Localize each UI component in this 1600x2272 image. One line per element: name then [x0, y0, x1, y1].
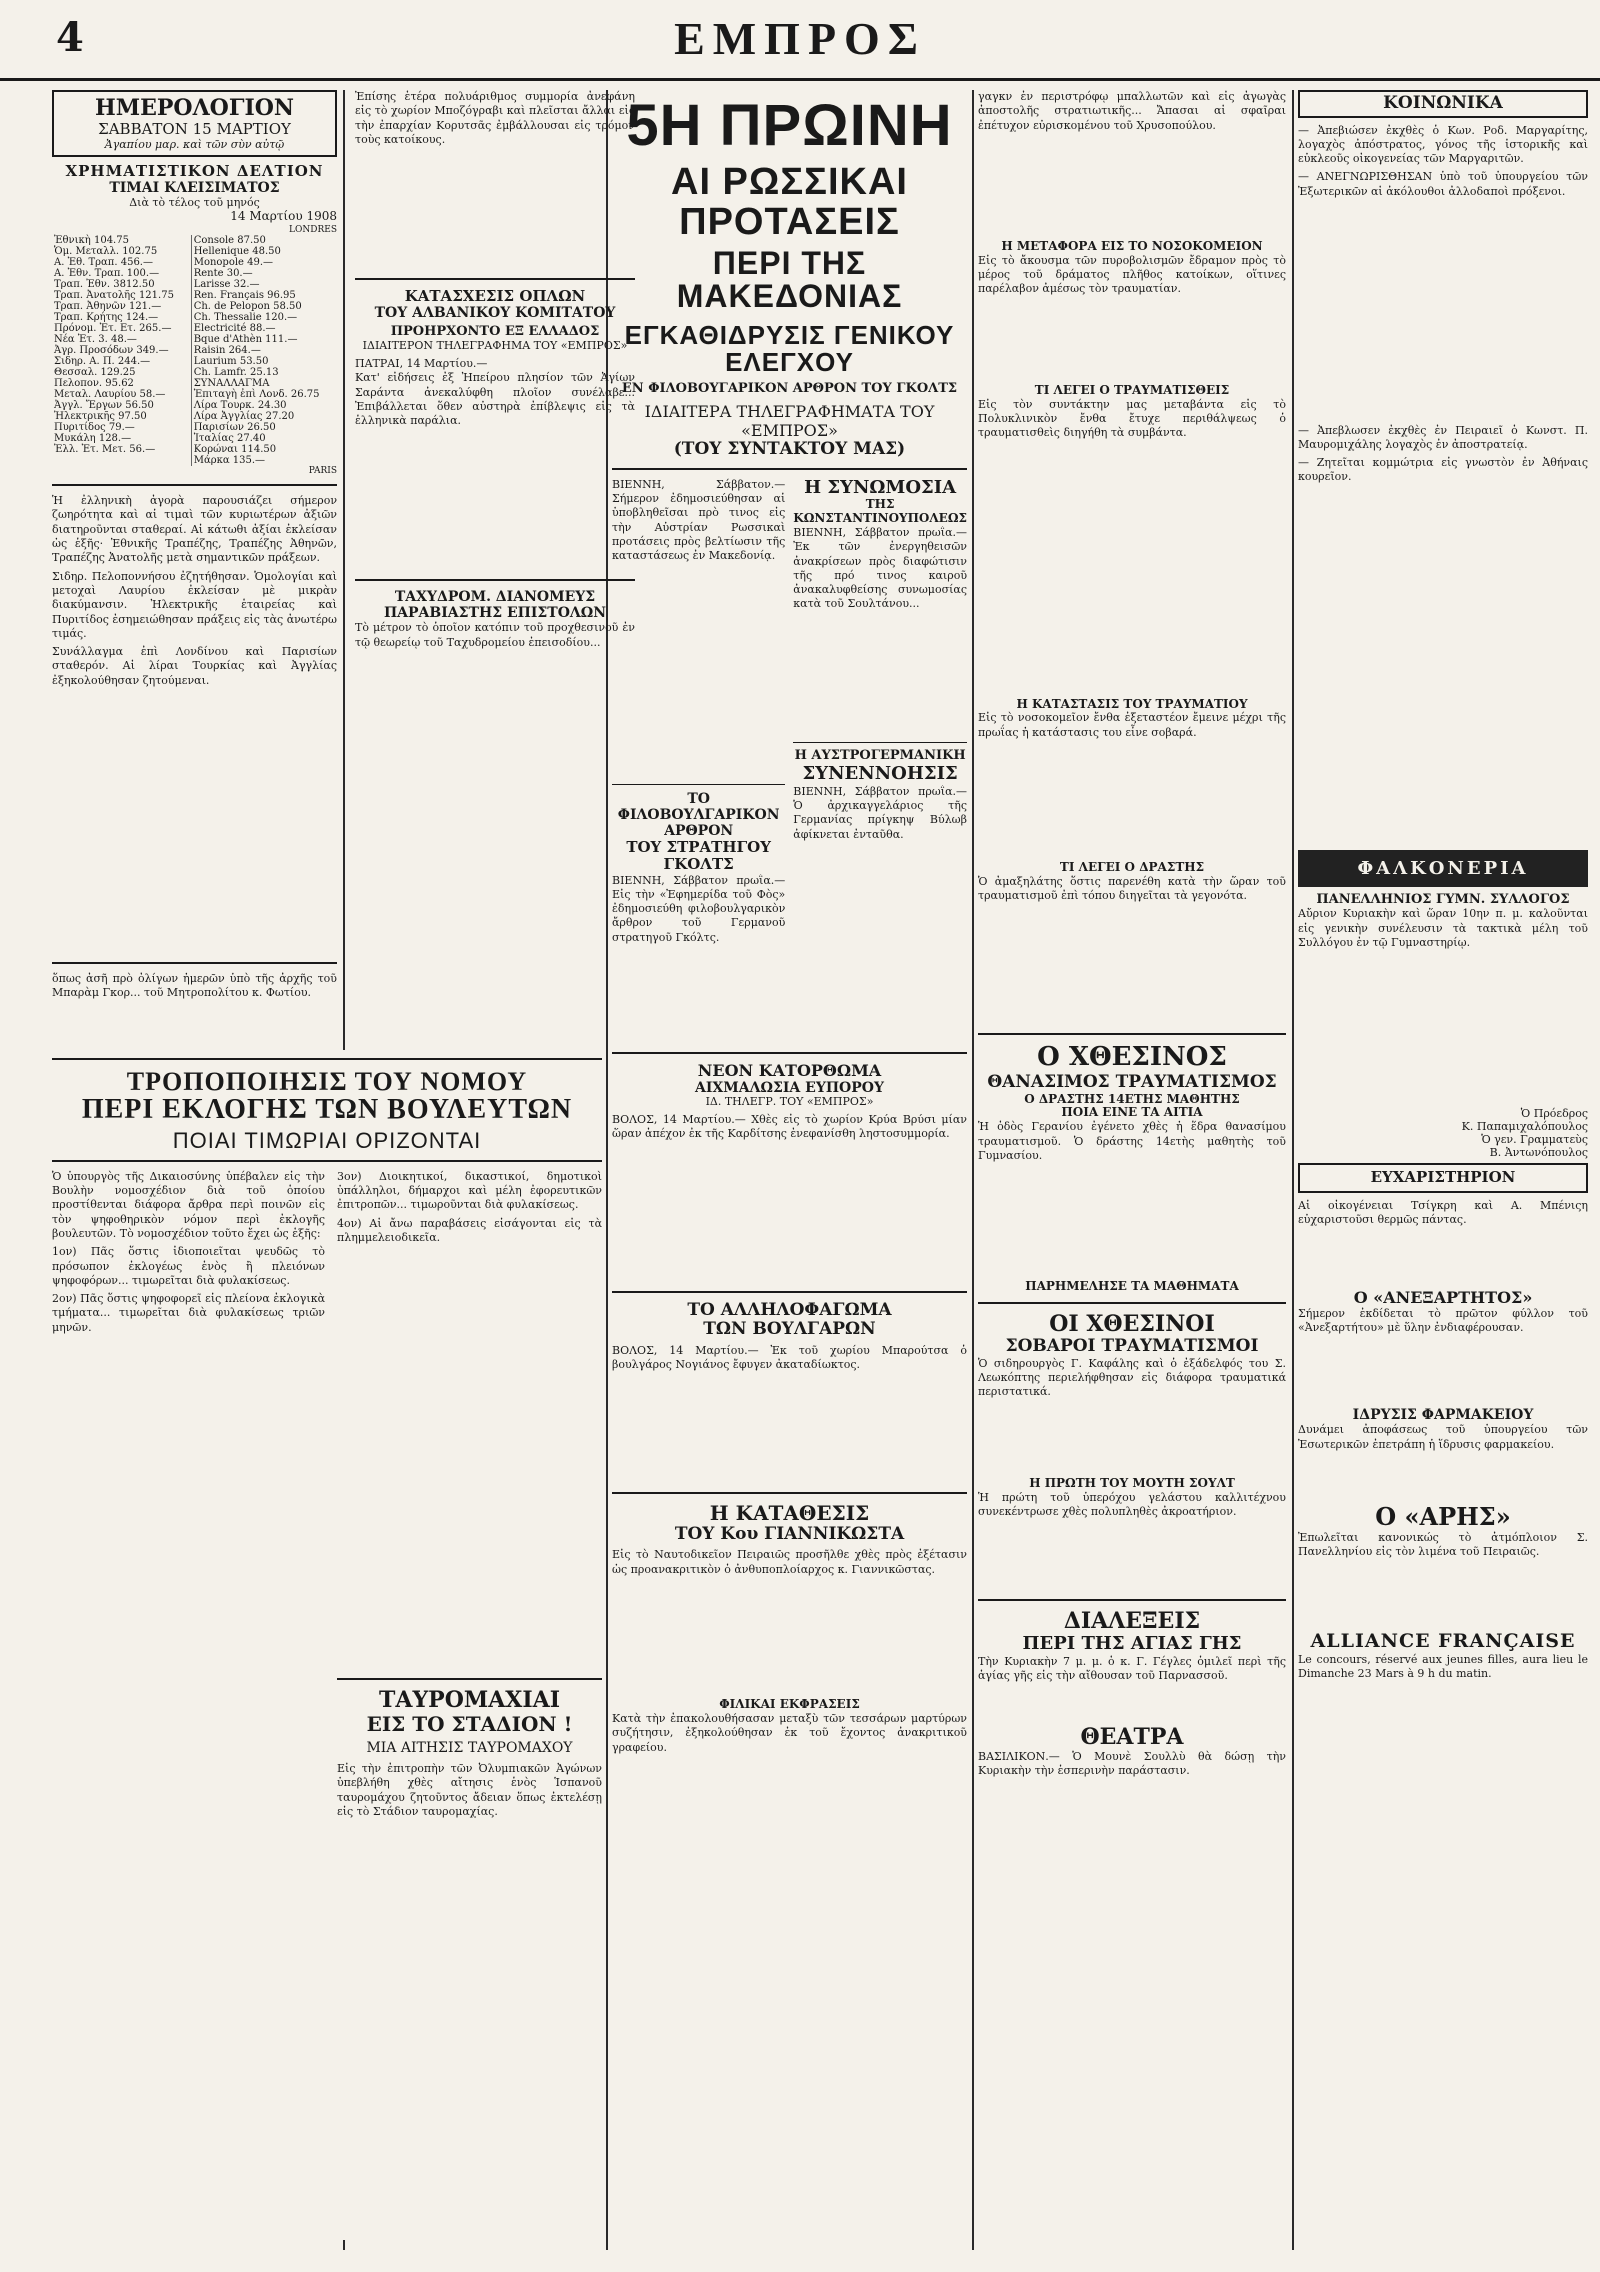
- arms-label: ΙΔΙΑΙΤΕΡΟΝ ΤΗΛΕΓΡΑΦΗΜΑ ΤΟΥ «ΕΜΠΡΟΣ»: [362, 339, 628, 353]
- exchange-subtitle: ΤΙΜΑΙ ΚΛΕΙΣΙΜΑΤΟΣ: [109, 180, 280, 197]
- social-first: — Ἀπεβιώσεν ἐκχθὲς ὁ Κων. Ροδ. Μαργαρίτης, λογαχὸς ἀπόστρατος, γόνος τῆς ἱστορικῆς καὶ εὐκλεοῦς οἰκογενείας τῶν Μαργαριτῶν.: [1298, 123, 1588, 166]
- rate-row: [52, 257, 337, 268]
- rate-row: [52, 334, 337, 345]
- friendly-body: Κατὰ τὴν ἐπακολουθήσασαν μεταξὺ τῶν τεσσάρων μαρτύρων συζήτησιν, ἐξηκολούθησαν ἐκ τοῦ ἔχοντος ἀνακριτικοῦ γραφείου.: [612, 1712, 967, 1754]
- rate-cell: Λίρα Τουρκ. 24.30: [193, 400, 287, 412]
- rate-row: [52, 389, 337, 400]
- austro-title1: Η ΑΥΣΤΡΟΓΕΡΜΑΝΙΚΗ: [794, 748, 966, 763]
- col4-intro: γαγκν ἐν περιστρόφῳ μπαλλωτῶν καὶ εἰς ἀγωγὰς ἀποστολῆς στρατιωτικῆς... Ἄπασαι αἱ σφαῖραι ἐπέτυχον εὐρισκομένου τοῦ Χρυσοπούλου.: [978, 90, 1286, 132]
- rate-row: [52, 411, 337, 422]
- rate-cell: Ἰταλίας 27.40: [193, 433, 266, 445]
- rate-cell: Ἐλλ. Ἐτ. Μετ. 56.—: [52, 444, 191, 455]
- rate-row: [52, 422, 337, 433]
- rate-cell: Hellenique 48.50: [193, 246, 281, 258]
- rate-cell: Α. Ἐθ. Τραπ. 456.—: [52, 257, 191, 268]
- rate-cell: Ch. Thessalie 120.—: [193, 312, 298, 324]
- rate-cell: Θεσσαλ. 129.25: [52, 367, 191, 378]
- rate-cell: Μυκάλη 128.—: [52, 433, 191, 444]
- conspiracy-title2: ΤΗΣ ΚΩΝΣΤΑΝΤΙΝΟΥΠΟΛΕΩΣ: [793, 497, 967, 526]
- death-title: Ο ΧΘΕΣΙΝΟΣ: [1037, 1042, 1227, 1073]
- law-title2: ΠΕΡΙ ΕΚΛΟΓΗΣ ΤΩΝ ΒΟΥΛΕΥΤΩΝ: [81, 1094, 573, 1126]
- deposition-title1: Η ΚΑΤΑΘΕΣΙΣ: [709, 1500, 870, 1525]
- rate-row: [52, 301, 337, 312]
- rate-cell: ΣΥΝΑΛΛΑΓΜΑ: [193, 378, 270, 390]
- main-headline3: ΕΓΚΑΘΙΔΡΥΣΙΣ ΓΕΝΙΚΟΥ ΕΛΕΓΧΟΥ: [624, 319, 955, 378]
- death-sub3: ΠΟΙΑ ΕΙΝΕ ΤΑ ΑΙΤΙΑ: [1061, 1105, 1203, 1120]
- arms-sub: ΠΡΟΗΡΧΟΝΤΟ ΕΞ ΕΛΛΑΔΟΣ: [390, 324, 600, 340]
- russian-body: ΒΙΕΝΝΗ, Σάββατον.— Σήμερον ἐδημοσιεύθησαν αἱ ὑποβληθεῖσαι πρὸ τινος εἰς τὴν Αὐστρίαν Ρωσσικαὶ προτάσεις πρὸς βελτίωσιν τῆς καταστάσεως ἐν Μακεδονίᾳ.: [612, 477, 786, 563]
- rate-row: [52, 246, 337, 257]
- signature-secretary-name: Β. Ἀντωνόπουλος: [1489, 1146, 1588, 1160]
- prison-snippet: ὅπως ἀσῆ πρὸ ὀλίγων ἡμερῶν ὑπὸ τῆς ἀρχῆς τοῦ Μπαρὰμ Γκορ... τοῦ Μητροπολίτου κ. Φωτίου.: [52, 972, 337, 1000]
- law-title3: ΠΟΙΑΙ ΤΙΜΩΡΙΑΙ ΟΡΙΖΟΝΤΑΙ: [172, 1127, 482, 1153]
- rate-cell: Λίρα Ἀγγλίας 27.20: [193, 411, 295, 423]
- exchange-note: Διὰ τὸ τέλος τοῦ μηνός: [129, 195, 260, 209]
- rate-cell: Ὁμ. Μεταλλ. 102.75: [52, 246, 191, 257]
- exchange-rates-table: [52, 235, 337, 466]
- mute-title: Η ΠΡΩΤΗ ΤΟΥ ΜΟΥΤΗ ΣΟΥΛΤ: [1029, 1475, 1235, 1490]
- newspaper-title: ΕΜΠΡΟΣ: [674, 13, 926, 64]
- alliance-title: ALLIANCE FRANÇAISE: [1310, 1629, 1576, 1652]
- rate-row: [52, 345, 337, 356]
- cannibal-body: ΒΟΛΟΣ, 14 Μαρτίου.— Ἐκ τοῦ χωρίου Μπαρούτσα ὁ βουλγάρος Νογιάνος ἔφυγεν ἀκαταδίωκτος.: [612, 1343, 967, 1372]
- yesterday-body: Ὁ σιδηρουργὸς Γ. Καφάλης καὶ ὁ ἐξάδελφός του Σ. Λεωκόπτης περιελήφθησαν εἰς διάφορα τραυματικά περιστατικά.: [978, 1356, 1286, 1399]
- rate-cell: Ch. Lamfr. 25.13: [193, 367, 279, 379]
- alliance-body: Le concours, réservé aux jeunes filles, aura lieu le Dimanche 23 Mars à 9 h du matin.: [1298, 1652, 1588, 1680]
- ares-body: Ἐπωλεῖται κανονικώς τὸ ἀτμόπλοιον Σ. Πανελληνίου εἰς τὸν λιμένα τοῦ Πειραιῶς.: [1298, 1530, 1588, 1559]
- rate-cell: Console 87.50: [193, 235, 266, 247]
- rate-cell: Ἀγρ. Προσόδων 349.—: [52, 345, 191, 356]
- says-killer-title: ΤΙ ΛΕΓΕΙ Ο ΔΡΑΣΤΗΣ: [1059, 860, 1205, 875]
- law-body-cont: 3ον) Διοικητικοί, δικαστικοί, δημοτικοὶ ὑπάλληλοι, δήμαρχοι καὶ μέλη ἐφορευτικῶν ἐπιτροπῶν... τιμωροῦνται διὰ φυλακίσεως. 4ον) Αἱ ἄνω παραβάσεις εἰσάγονται εἰς τὰ πλημμελειοδικεῖα.: [337, 1169, 602, 1244]
- yesterday-sub: ΣΟΒΑΡΟΙ ΤΡΑΥΜΑΤΙΣΜΟΙ: [1005, 1336, 1259, 1357]
- ares-title: Ο «ΑΡΗΣ»: [1375, 1502, 1511, 1532]
- rate-cell: Larisse 32.—: [193, 279, 260, 291]
- social-body2: — Ἀπεβλωσεν ἐκχθὲς ἐν Πειραιεῖ ὁ Κωνστ. Π. Μαυρομιχάλης λογαχὸς ἐν ἀποστρατείᾳ. — Ζητεῖται κομμώτρια εἰς γνωστὸν ἐν Ἀθήναις κουρεῖον.: [1298, 423, 1588, 484]
- says-killer-body: Ὁ ἀμαξηλάτης ὅστις παρενέθη κατὰ τὴν ὥραν τοῦ τραυματισμοῦ ἐπὶ τόπου διηγεῖται τὰ γεγονότα.: [978, 875, 1286, 903]
- rate-cell: Bque d'Athèn 111.—: [193, 334, 298, 346]
- exchange-commentary: Ἡ ἐλληνικὴ ἀγορὰ παρουσιάζει σήμερον ζωηρότητα καὶ αἱ τιμαὶ τῶν κυριωτέρων ἀξιῶν διατηροῦνται σταθεραί. Αἱ κάτωθι ἀξίαι ἐκλείσαν ὡς ἑξῆς· Ἐθνικῆς Τραπέζης, Τραπέζης Ἀθηνῶν, Τραπέζης Ἀνατολῆς μετὰ σημαντικῶν πράξεων. Σιδηρ. Πελοποννήσου ἐζητήθησαν. Ὁμολογίαι καὶ μετοχαὶ Λαυρίου ἐκλείσαν μὲ μικρὰν διακύμανσιν. Ἠλεκτρικῆς ἑταιρείας καὶ Πυριτίδος ἐσημειώθησαν πράξεις εἰς τὰς ἀνωτέρω τιμάς. Συνάλλαγμα ἐπὶ Λονδίνου καὶ Παρισίων σταθερόν. Αἱ λίραι Τουρκίας καὶ Ἀγγλίας ἐξηκολούθησαν ζητούμεναι.: [52, 494, 337, 687]
- conspiracy-body: ΒΙΕΝΝΗ, Σάββατον πρωΐα.— Ἐκ τῶν ἐνεργηθεισῶν ἀνακρίσεων πρὸς διαφώτισιν τῆς πρό τινος καιροῦ ἀνακαλυφθείσης συνωμοσίας κατὰ τοῦ Σουλτάνου...: [793, 526, 967, 611]
- gym-title: ΠΑΝΕΛΛΗΝΙΟΣ ΓΥΜΝ. ΣΥΛΛΟΓΟΣ: [1316, 891, 1570, 907]
- rate-row: [52, 312, 337, 323]
- gkolts-title1: ΤΟ ΦΙΛΟΒΟΥΛΓΑΡΙΚΟΝ ΑΡΘΡΟΝ: [617, 790, 780, 839]
- bullfight-sub2: ΜΙΑ ΑΙΤΗΣΙΣ ΤΑΥΡΟΜΑΧΟΥ: [366, 1740, 573, 1757]
- hospital-title: Η ΜΕΤΑΦΟΡΑ ΕΙΣ ΤΟ ΝΟΣΟΚΟΜΕΙΟΝ: [1001, 239, 1263, 253]
- rate-cell: Monopole 49.—: [193, 257, 274, 269]
- lectures-body: Τὴν Κυριακὴν 7 μ. μ. ὁ κ. Γ. Γέγλες ὁμιλεῖ περὶ τῆς ἁγίας γῆς εἰς τὴν αἴθουσαν τοῦ Παρνασσοῦ.: [978, 1654, 1286, 1682]
- exchange-title: ΧΡΗΜΑΤΙΣΤΙΚΟΝ ΔΕΛΤΙΟΝ: [65, 162, 324, 181]
- austro-body: ΒΙΕΝΝΗ, Σάββατον πρωΐα.— Ὁ ἀρχικαγγελάριος τῆς Γερμανίας πρίγκηψ Βύλωβ ἀφίκνεται ἐνταῦθα.: [793, 784, 967, 841]
- law-article: [52, 1050, 602, 2240]
- rate-cell: Rente 30.—: [193, 268, 253, 280]
- rate-cell: Τραπ. Ἀθηνῶν 121.—: [52, 301, 191, 312]
- gym-body: Αὔριον Κυριακὴν καὶ ὥραν 10ην π. μ. καλοῦνται εἰς γενικὴν συνέλευσιν τὰ τακτικὰ μέλη τοῦ Συλλόγου ἐν τῷ Γυμναστηρίῳ.: [1298, 907, 1588, 950]
- theatre-body: ΒΑΣΙΛΙΚΟΝ.— Ὁ Μουνὲ Σουλλὺ θὰ δώσῃ τὴν Κυριακὴν τὴν ἑσπερινὴν παράστασιν.: [978, 1749, 1286, 1778]
- pharmacy-body: Δυνάμει ἀποφάσεως τοῦ ὑπουργείου τῶν Ἐσωτερικῶν ἐπετράπη ἡ ἵδρυσις φαρμακείου.: [1298, 1423, 1588, 1451]
- deposition-title2: ΤΟΥ Κου ΓΙΑΝΝΙΚΩΣΤΑ: [674, 1523, 905, 1544]
- mail-body: Τὸ μέτρον τὸ ὁποῖον κατόπιν τοῦ προχθεσινοῦ ἐν τῷ θεωρείῳ τοῦ Ταχυδρομείου ἐπεισοδίου...: [355, 621, 635, 649]
- special-label: ΙΔΙΑΙΤΕΡΑ ΤΗΛΕΓΡΑΦΗΜΑΤΑ ΤΟΥ «ΕΜΠΡΟΣ»: [644, 402, 935, 440]
- main-headline2: ΠΕΡΙ ΤΗΣ ΜΑΚΕΔΟΝΙΑΣ: [676, 244, 903, 315]
- thanks-body: Αἱ οἰκογένειαι Τσίγκρη καὶ Α. Μπένιςη εὐχαριστοῦσι θερμῶς πάντας.: [1298, 1198, 1588, 1227]
- rate-cell: Σιδηρ. Α. Π. 244.—: [52, 356, 191, 367]
- thanks-title: ΕΥΧΑΡΙΣΤΗΡΙΟΝ: [1298, 1163, 1588, 1192]
- column-rule: [972, 90, 974, 2250]
- rate-row: [52, 268, 337, 279]
- column-3: [612, 90, 967, 2250]
- austro-title2: ΣΥΝΕΝΝΟΗΣΙΣ: [802, 762, 958, 784]
- katorthoma-body: ΒΟΛΟΣ, 14 Μαρτίου.— Χθὲς εἰς τὸ χωρίον Κρύα Βρύσι μίαν ὥραν ἀπέχον ἐκ τῆς Καρδίτσης ἐνεφανίσθη ληστοσυμμορία.: [612, 1112, 967, 1140]
- rate-cell: [52, 455, 191, 466]
- signature-secretary: Ὁ γεν. Γραμματεὺς: [1481, 1133, 1588, 1147]
- signature-president-name: Κ. Παπαμιχαλόπουλος: [1461, 1120, 1588, 1134]
- rate-cell: Ch. de Pelopon 58.50: [193, 301, 302, 313]
- gkolts-title2: ΤΟΥ ΣΤΡΑΤΗΓΟΥ ΓΚΟΛΤΣ: [626, 838, 771, 874]
- rate-row: [52, 367, 337, 378]
- bullfight-sub: ΕΙΣ ΤΟ ΣΤΑΔΙΟΝ !: [366, 1712, 573, 1737]
- rate-row: [52, 378, 337, 389]
- rate-cell: Ren. Français 96.95: [193, 290, 296, 302]
- independent-title: Ο «ΑΝΕΞΑΡΤΗΤΟΣ»: [1353, 1287, 1533, 1307]
- exchange-london-label: LONDRES: [289, 225, 337, 236]
- column-5: [1298, 90, 1588, 2250]
- rate-cell: Νέα Ἐτ. 3. 48.—: [52, 334, 191, 345]
- almanac-date: ΣΑΒΒΑΤΟΝ 15 ΜΑΡΤΙΟΥ: [98, 120, 291, 139]
- rate-cell: Ἠλεκτρικῆς 97.50: [52, 411, 191, 422]
- rate-row: [52, 400, 337, 411]
- column-rule: [1292, 90, 1294, 2250]
- katorthoma-label: ΙΔ. ΤΗΛΕΓΡ. ΤΟΥ «ΕΜΠΡΟΣ»: [705, 1094, 874, 1108]
- rate-row: [52, 433, 337, 444]
- independent-body: Σήμερον ἐκδίδεται τὸ πρῶτον φύλλον τοῦ «Ἀνεξαρτήτου» μὲ ὕλην ἐνδιαφέρουσαν.: [1298, 1307, 1588, 1335]
- theatre-title: ΘΕΑΤΡΑ: [1080, 1723, 1184, 1750]
- almanac-saint: Ἀγαπίου μαρ. καὶ τῶν σὺν αὐτῷ: [104, 137, 285, 151]
- column-4: [978, 90, 1286, 2250]
- falconry-banner: ΦΑΛΚΟΝΕΡΙΑ: [1298, 850, 1588, 887]
- says-injured-body: Εἰς τὸν συντάκτην μας μεταβάντα εἰς τὸ Πολυκλινικὸν ἔνθα ἔτυχε περιθάλψεως ὁ τραυματισθεὶς διηγήθη τὰ συμβάντα.: [978, 397, 1286, 440]
- col2-intro: Ἐπίσης ἑτέρα πολυάριθμος συμμορία ἀνεφάνη εἰς τὸ χωρίον Μποζόγραβι καὶ πλεῖσται ἄλλαι εἰς τὴν ἐπαρχίαν Κορυτσᾶς ἐμβάλλουσαι εἰς τρόμον τοὺς κατοίκους.: [355, 90, 635, 146]
- death-sub: ΘΑΝΑΣΙΜΟΣ ΤΡΑΥΜΑΤΙΣΜΟΣ: [987, 1072, 1277, 1093]
- bullfight-body: Εἰς τὴν ἐπιτροπὴν τῶν Ὀλυμπιακῶν Ἀγώνων ὑπεβλήθη χθὲς αἴτησις ἑνὸς Ἱσπανοῦ ταυρομάχου ζητοῦντος ἄδειαν ὅπως ἐκτελέσῃ εἰς τὸ Στάδιον ταυρομαχίας.: [337, 1762, 602, 1819]
- rate-cell: Electricité 88.—: [193, 323, 276, 335]
- rate-cell: Πυριτίδος 79.—: [52, 422, 191, 433]
- hospital-body: Εἰς τὸ ἄκουσμα τῶν πυροβολισμῶν ἔδραμον πρὸς τὸ μέρος τοῦ δράματος πλῆθος κατοίκων, οἵτινες παρέλαβον ἀμέσως τὸν τραυματίαν.: [978, 253, 1286, 296]
- cannibal-title1: ΤΟ ΑΛΛΗΛΟΦΑΓΩΜΑ: [687, 1299, 892, 1320]
- mute-body: Ἡ πρώτη τοῦ ὑπερόχου γελάστου καλλιτέχνου συνεκέντρωσε χθὲς πολυπληθὲς ἀκροατήριον.: [978, 1490, 1286, 1518]
- rate-cell: Raisin 264.—: [193, 345, 261, 357]
- conspiracy-title1: Η ΣΥΝΩΜΟΣΙΑ: [804, 476, 957, 498]
- rate-row: [52, 235, 337, 246]
- says-injured-title: ΤΙ ΛΕΓΕΙ Ο ΤΡΑΥΜΑΤΙΣΘΕΙΣ: [1034, 382, 1230, 397]
- edition-title: 5Η ΠΡΩΙΝΗ: [626, 93, 953, 158]
- rate-cell: Τραπ. Ἀνατολῆς 121.75: [52, 290, 191, 301]
- rate-cell: Πρόνομ. Ἐτ. Ετ. 265.—: [52, 323, 191, 334]
- main-headline4: ΕΝ ΦΙΛΟΒΟΥΓΑΡΙΚΟΝ ΑΡΘΡΟΝ ΤΟΥ ΓΚΟΛΤΣ: [621, 381, 958, 397]
- cannibal-title2: ΤΩΝ ΒΟΥΛΓΑΡΩΝ: [703, 1319, 876, 1340]
- mail-title1: ΤΑΧΥΔΡΟΜ. ΔΙΑΝΟΜΕΥΣ: [394, 589, 596, 606]
- friendly-title: ΦΙΛΙΚΑΙ ΕΚΦΡΑΣΕΙΣ: [719, 1697, 860, 1712]
- rate-cell: Κορώναι 114.50: [193, 444, 277, 456]
- rate-cell: Πελοπον. 95.62: [52, 378, 191, 389]
- katorthoma-sub: ΑΙΧΜΑΛΩΣΙΑ ΕΥΠΟΡΟΥ: [695, 1079, 884, 1096]
- bullfight-title: ΤΑΥΡΟΜΑΧΙΑΙ: [379, 1686, 560, 1713]
- rate-row: [52, 323, 337, 334]
- yesterday-title: ΟΙ ΧΘΕΣΙΝΟΙ: [1049, 1311, 1215, 1338]
- law-body: Ὁ ὑπουργὸς τῆς Δικαιοσύνης ὑπέβαλεν εἰς τὴν Βουλὴν νομοσχέδιον διὰ τοῦ ὁποίου προστίθενται διάφορα ἄρθρα περὶ ποινῶν εἰς τὸν ψηφοθηρικὸν νόμον περὶ ἐκλογῆς βουλευτῶν. Τὸ νομοσχέδιον τοῦτο ἔχει ὡς ἑξῆς: 1ον) Πᾶς ὅστις ἰδιοποιεῖται ψευδῶς τὸ πρόσωπον ἐκλογέως ἑνὸς ἢ πλειόνων ψηφοφόρων... τιμωρεῖται διὰ φυλακίσεως. 2ον) Πᾶς ὅστις ψηφοφορεῖ εἰς πλείονα ἐκλογικὰ τμήματα... τιμωρεῖται διὰ φυλακίσεως τριῶν μηνῶν.: [52, 1169, 325, 1334]
- lectures-sub: ΠΕΡΙ ΤΗΣ ΑΓΙΑΣ ΓΗΣ: [1022, 1632, 1242, 1654]
- law-intro: Ὁ ὑπουργὸς τῆς Δικαιοσύνης ὑπέβαλεν εἰς τὴν Βουλὴν νομοσχέδιον διὰ τοῦ ὁποίου προστίθενται διάφορα ἄρθρα περὶ ποινῶν εἰς τὸν ψηφοθηρικὸν νόμον περὶ ἐκλογῆς βουλευτῶν. Τὸ νομοσχέδιον τοῦτο ἔχει ὡς ἑξῆς:: [52, 1169, 325, 1240]
- lessons-title: ΠΑΡΗΜΕΛΗΣΕ ΤΑ ΜΑΘΗΜΑΤΑ: [1025, 1279, 1239, 1294]
- special-sub: (ΤΟΥ ΣΥΝΤΑΚΤΟΥ ΜΑΣ): [673, 439, 906, 460]
- rate-cell: Τραπ. Ἐθν. 3812.50: [52, 279, 191, 290]
- rate-row: [52, 455, 337, 466]
- arms-body: Κατ' εἰδήσεις ἐξ Ἠπείρου πλησίον τῶν Ἀγίων Σαράντα ἀνεκαλύφθη πλοῖον συνέλαβε... Ἐπιβάλλεται ὅθεν αὐστηρὰ ἐπίβλεψις εἰς τὰ ἑλληνικὰ παράλια.: [355, 371, 635, 428]
- social-title: ΚΟΙΝΩΝΙΚΑ: [1298, 90, 1588, 118]
- almanac-title: ΗΜΕΡΟΛΟΓΙΟΝ: [94, 95, 295, 121]
- law-title1: ΤΡΟΠΟΠΟΙΗΣΙΣ ΤΟΥ ΝΟΜΟΥ: [126, 1067, 528, 1096]
- deposition-body: Εἰς τὸ Ναυτοδικεῖον Πειραιῶς προσῆλθε χθὲς πρὸς ἐξέτασιν ὡς προανακριτικὸν ὁ ἀνθυποπλοίαρχος κ. Γιαννικῶστας.: [612, 1548, 967, 1576]
- almanac-box: [52, 90, 337, 157]
- rate-row: [52, 290, 337, 301]
- death-body: Ἡ ὁδὸς Γερανίου ἐγένετο χθὲς ἡ ἕδρα θανασίμου τραυματισμοῦ. Ὁ δράστης 14ετὴς μαθητὴς τοῦ Γυμνασίου.: [978, 1120, 1286, 1162]
- state-title: Η ΚΑΤΑΣΤΑΣΙΣ ΤΟΥ ΤΡΑΥΜΑΤΙΟΥ: [1016, 696, 1248, 711]
- rate-cell: Ἐπιταγὴ ἐπὶ Λονδ. 26.75: [193, 389, 320, 401]
- pharmacy-title: ΙΔΡΥΣΙΣ ΦΑΡΜΑΚΕΙΟΥ: [1352, 1407, 1534, 1424]
- page-number: 4: [56, 14, 84, 61]
- signature-president: Ὁ Πρόεδρος: [1520, 1107, 1588, 1121]
- rate-row: [52, 356, 337, 367]
- exchange-paris-label: PARIS: [308, 466, 337, 477]
- arms-dateline: ΠΑΤΡΑΙ, 14 Μαρτίου.—: [355, 356, 488, 370]
- rate-cell: Laurium 53.50: [193, 356, 269, 368]
- rate-row: [52, 444, 337, 455]
- arms-title1: ΚΑΤΑΣΧΕΣΙΣ ΟΠΛΩΝ: [404, 287, 586, 305]
- arms-title2: ΤΟΥ ΑΛΒΑΝΙΚΟΥ ΚΟΜΙΤΑΤΟΥ: [374, 305, 616, 322]
- exchange-date: 14 Μαρτίου 1908: [230, 209, 337, 224]
- state-body: Εἰς τὸ νοσοκομεῖον ἔνθα ἐξεταστέον ἔμεινε μέχρι τῆς πρωΐας ἡ κατάστασις του εἶνε σοβαρά.: [978, 711, 1286, 739]
- rate-cell: Παρισίων 26.50: [193, 422, 276, 434]
- rate-cell: Ἀγγλ. Ἔργων 56.50: [52, 400, 191, 411]
- rate-cell: Μάρκα 135.—: [193, 455, 266, 467]
- lectures-title: ΔΙΑΛΕΞΕΙΣ: [1063, 1607, 1201, 1634]
- mail-title2: ΠΑΡΑΒΙΑΣΤΗΣ ΕΠΙΣΤΟΛΩΝ: [383, 605, 607, 622]
- rate-cell: Τραπ. Κρήτης 124.—: [52, 312, 191, 323]
- katorthoma-title: ΝΕΟΝ ΚΑΤΟΡΘΩΜΑ: [697, 1060, 882, 1080]
- social-body: — Ἀπεβιώσεν ἐκχθὲς ὁ Κων. Ροδ. Μαργαρίτης, λογαχὸς ἀπόστρατος, γόνος τῆς ἱστορικῆς καὶ εὐκλεοῦς οἰκογενείας τῶν Μαργαριτῶν. — ΑΝΕΓΝΩΡΙΣΘΗΣΑΝ ὑπὸ τοῦ ὑπουργείου τῶν Ἐξωτερικῶν αἱ ἀκόλουθοι ἀλλοδαποὶ πρόξενοι.: [1298, 123, 1588, 198]
- gkolts-body: ΒΙΕΝΝΗ, Σάββατον πρωΐα.— Εἰς τὴν «Ἐφημερίδα τοῦ Φὸς» ἐδημοσιεύθη φιλοβουλγαρικὸν ἄρθρον τοῦ Γερμανοῦ στρατηγοῦ Γκόλτς.: [612, 873, 786, 944]
- masthead: [0, 0, 1600, 81]
- rate-cell: Α. Ἐθν. Τραπ. 100.—: [52, 268, 191, 279]
- death-sub2: Ο ΔΡΑΣΤΗΣ 14ΕΤΗΣ ΜΑΘΗΤΗΣ: [1024, 1091, 1240, 1106]
- main-headline: ΑΙ ΡΩΣΣΙΚΑΙ ΠΡΟΤΑΣΕΙΣ: [671, 160, 908, 243]
- rate-row: [52, 279, 337, 290]
- rate-cell: Μεταλ. Λαυρίου 58.—: [52, 389, 191, 400]
- rate-cell: Ἐθνικὴ 104.75: [52, 235, 191, 246]
